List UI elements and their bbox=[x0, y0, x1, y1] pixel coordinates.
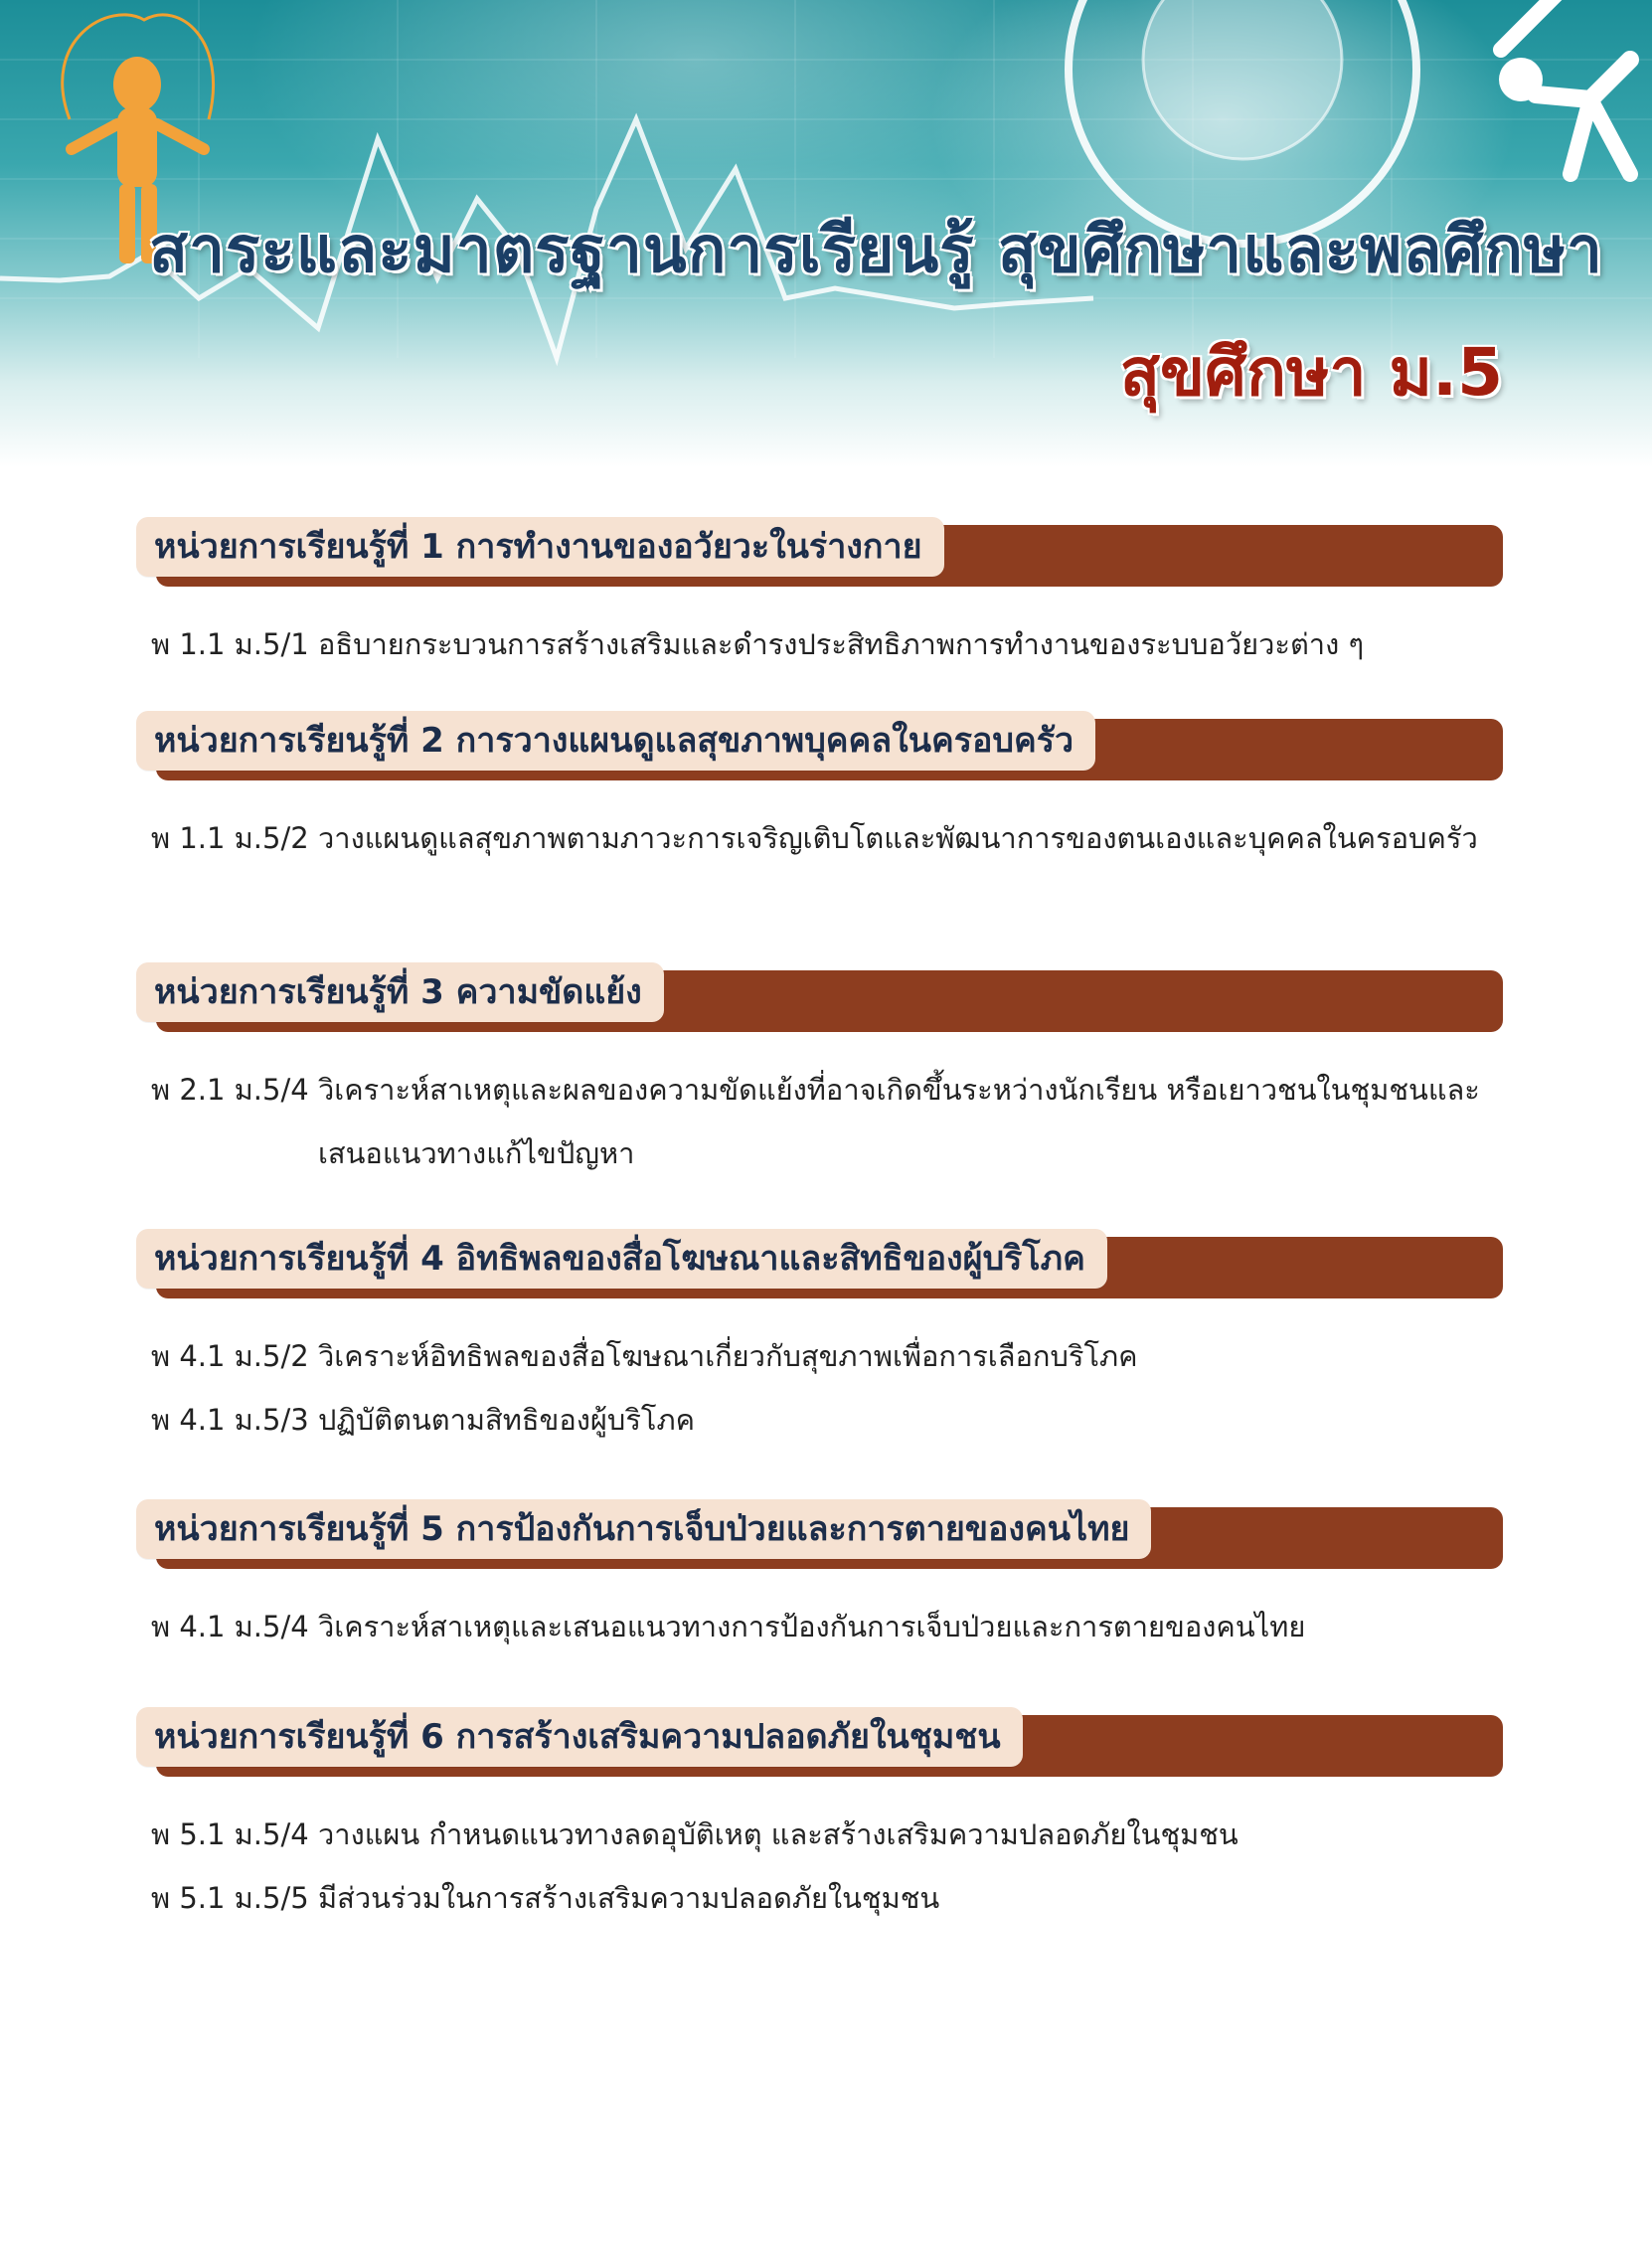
unit-header bbox=[136, 962, 1503, 1034]
standard-code: พ 4.1 ม.5/4 bbox=[151, 1610, 309, 1643]
unit-header bbox=[136, 1499, 1503, 1571]
standard-item bbox=[136, 612, 1503, 676]
unit-section-3 bbox=[136, 962, 1503, 1185]
page-title: สาระและมาตรฐานการเรียนรู้ สุขศึกษาและพลศึกษา bbox=[149, 214, 1603, 287]
standard-code: พ 1.1 ม.5/1 bbox=[151, 627, 309, 661]
unit-section-4 bbox=[136, 1229, 1503, 1452]
standard-text: วิเคราะห์อิทธิพลของสื่อโฆษณาเกี่ยวกับสุขภาพเพื่อการเลือกบริโภค bbox=[318, 1339, 1138, 1373]
yoga-figure-icon bbox=[1499, 0, 1630, 174]
standard-item bbox=[136, 806, 1503, 870]
standards-list bbox=[136, 1324, 1503, 1452]
standard-text: มีส่วนร่วมในการสร้างเสริมความปลอดภัยในชุมชน bbox=[318, 1881, 940, 1915]
standard-text: วิเคราะห์สาเหตุและผลของความขัดแย้งที่อาจเกิดขึ้นระหว่างนักเรียน หรือเยาวชนในชุมชนและเสนอแนวทางแก้ไขปัญหา bbox=[318, 1073, 1480, 1170]
unit-header bbox=[136, 1707, 1503, 1779]
standard-item bbox=[136, 1324, 1503, 1388]
standard-text: วางแผนดูแลสุขภาพตามภาวะการเจริญเติบโตและพัฒนาการของตนเองและบุคคลในครอบครัว bbox=[318, 821, 1478, 855]
standard-text: ปฏิบัติตนตามสิทธิของผู้บริโภค bbox=[318, 1403, 695, 1437]
unit-header bbox=[136, 711, 1503, 782]
standard-item bbox=[136, 1803, 1503, 1866]
standard-code: พ 5.1 ม.5/5 bbox=[151, 1881, 309, 1915]
unit-header bbox=[136, 517, 1503, 589]
standard-code: พ 4.1 ม.5/3 bbox=[151, 1403, 309, 1437]
standard-code: พ 4.1 ม.5/2 bbox=[151, 1339, 309, 1373]
unit-header bbox=[136, 1229, 1503, 1300]
unit-title: หน่วยการเรียนรู้ที่ 5 การป้องกันการเจ็บป่วยและการตายของคนไทย bbox=[136, 1499, 1151, 1559]
unit-section-6 bbox=[136, 1707, 1503, 1930]
standards-list bbox=[136, 1803, 1503, 1930]
unit-title: หน่วยการเรียนรู้ที่ 3 ความขัดแย้ง bbox=[136, 962, 664, 1022]
unit-title: หน่วยการเรียนรู้ที่ 4 อิทธิพลของสื่อโฆษณาและสิทธิของผู้บริโภค bbox=[136, 1229, 1107, 1289]
header-banner bbox=[0, 0, 1652, 467]
unit-title: หน่วยการเรียนรู้ที่ 6 การสร้างเสริมความปลอดภัยในชุมชน bbox=[136, 1707, 1023, 1767]
unit-title: หน่วยการเรียนรู้ที่ 1 การทำงานของอวัยวะในร่างกาย bbox=[136, 517, 944, 577]
unit-section-2 bbox=[136, 711, 1503, 870]
standard-code: พ 5.1 ม.5/4 bbox=[151, 1817, 309, 1851]
standard-item bbox=[136, 1595, 1503, 1658]
standard-text: วิเคราะห์สาเหตุและเสนอแนวทางการป้องกันการเจ็บป่วยและการตายของคนไทย bbox=[318, 1610, 1306, 1643]
unit-title: หน่วยการเรียนรู้ที่ 2 การวางแผนดูแลสุขภาพบุคคลในครอบครัว bbox=[136, 711, 1095, 771]
inner-circle bbox=[1143, 0, 1342, 159]
standard-item bbox=[136, 1058, 1503, 1185]
standard-item bbox=[136, 1388, 1503, 1452]
page-subtitle: สุขศึกษา ม.5 bbox=[1119, 334, 1503, 411]
standard-code: พ 1.1 ม.5/2 bbox=[151, 821, 309, 855]
standard-text: อธิบายกระบวนการสร้างเสริมและดำรงประสิทธิภาพการทำงานของระบบอวัยวะต่าง ๆ bbox=[318, 627, 1365, 661]
standards-list bbox=[136, 1058, 1503, 1185]
standard-text: วางแผน กำหนดแนวทางลดอุบัติเหตุ และสร้างเสริมความปลอดภัยในชุมชน bbox=[318, 1817, 1239, 1851]
standard-code: พ 2.1 ม.5/4 bbox=[151, 1073, 309, 1107]
unit-section-5 bbox=[136, 1499, 1503, 1658]
standards-list bbox=[136, 1595, 1503, 1658]
unit-section-1 bbox=[136, 517, 1503, 676]
standards-list bbox=[136, 612, 1503, 676]
standards-list bbox=[136, 806, 1503, 870]
standard-item bbox=[136, 1866, 1503, 1930]
